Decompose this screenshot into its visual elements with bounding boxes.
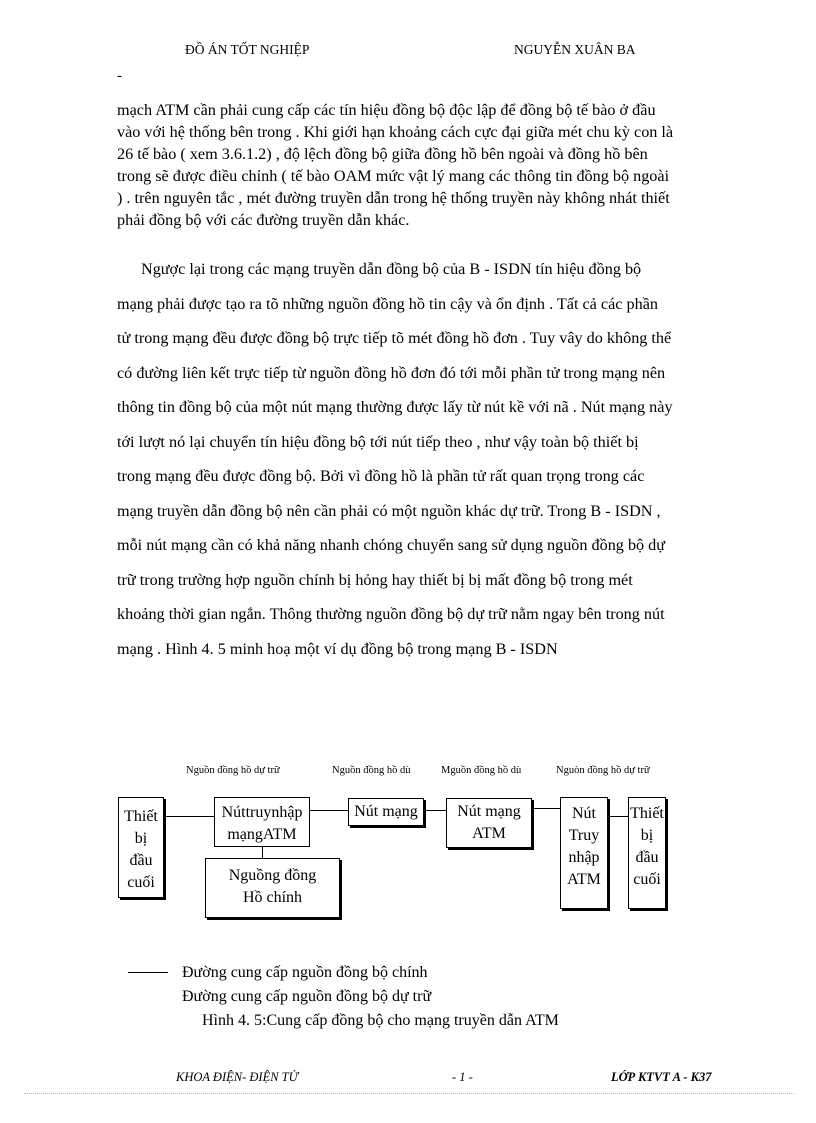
footer-right: LỚP KTVT A - K37 [611, 1070, 712, 1084]
node-text: nhập [568, 849, 600, 866]
page-number: - 1 - [452, 1070, 473, 1084]
paragraph-line: tới lượt nó lại chuyển tín hiệu đồng bộ tới nút tiếp theo , như vậy toàn bộ thiết bị [117, 432, 639, 451]
link-line [310, 810, 348, 811]
node-text: Nút mạng [354, 803, 418, 820]
source-label: Nguồn đồng hồ dù [332, 765, 411, 776]
paragraph-line: mạng phải được tạo ra tõ những nguồn đồng hồ tin cậy và ổn định . Tất cả các phần [117, 294, 658, 313]
dash-mark: - [117, 68, 122, 84]
legend-backup: Đường cung cấp nguồn đồng bộ dự trữ [182, 988, 432, 1005]
node-text: Truy [568, 827, 600, 844]
paragraph-line: mạch ATM cần phải cung cấp các tín hiệu đồng bộ độc lập để đồng bộ tế bào ở đầu [117, 101, 656, 119]
link-line [532, 808, 560, 809]
paragraph-line: trong mạng đều được đồng bộ. Bởi vì đồng hồ là phần tử rất quan trọng trong các [117, 467, 645, 485]
paragraph-line: khoảng thời gian ngắn. Thông thường nguồn đồng bộ dự trữ nằm ngay bên trong nút [117, 605, 665, 623]
node-atm [446, 798, 532, 848]
paragraph-line: Ngược lại trong các mạng truyền dẫn đồng bộ của B - ISDN tín hiệu đồng bộ [141, 260, 642, 278]
node-access-right [560, 797, 608, 909]
node-text: cuối [633, 871, 661, 888]
node-text: Nút mạng [457, 803, 521, 820]
node-text: mạngATM [227, 826, 297, 843]
node-terminal-right [628, 797, 666, 909]
node-main-clock [205, 858, 340, 918]
paragraph-line: mỗi nút mạng cần có khả năng nhanh chóng chuyển sang sử dụng nguồn đồng bộ dự [117, 536, 666, 554]
paragraph-line: thông tin đồng bộ của một nút mạng thường được lấy từ nút kề với nã . Nút mạng này [117, 398, 673, 416]
paragraph-line: mạng truyền dẫn đồng bộ nên cần phải có một nguồn khác dự trữ. Trong B - ISDN , [117, 501, 661, 520]
node-text: đầu [635, 849, 659, 866]
paragraph-line: 26 tế bào ( xem 3.6.1.2) , độ lệch đồng bộ giữa đồng hồ bên ngoài và đồng hồ bên [117, 145, 648, 163]
paragraph-2 [117, 252, 757, 666]
node-text: ATM [567, 871, 601, 888]
paragraph-line: trong sẽ được điều chỉnh ( tế bào OAM mức vật lý mang các thông tin đồng bộ ngoài [117, 167, 670, 185]
source-label: Nguồn đồng hồ dự trữ [186, 765, 280, 776]
node-net [348, 798, 424, 826]
source-label: Mguồn đồng hồ dù [441, 765, 522, 776]
node-text: ATM [472, 825, 506, 842]
paragraph-line: trữ trong trường hợp nguồn chính bị hỏng hay thiết bị bị mất đồng bộ trong mét [117, 570, 633, 589]
link-line [262, 846, 263, 858]
node-text: Thiết bị [124, 808, 158, 847]
node-text: đầu [129, 852, 153, 869]
paragraph-line: phải đồng bộ với các đường truyền dẫn khác. [117, 211, 410, 229]
node-text: Nút [572, 805, 596, 822]
header-right: NGUYỄN XUÂN BA [514, 42, 636, 57]
footer-divider [24, 1093, 794, 1094]
node-access [214, 797, 310, 847]
node-text: Thiết [630, 805, 664, 822]
node-text: bị [640, 827, 654, 844]
paragraph-line: mạng . Hình 4. 5 minh hoạ một ví dụ đồng bộ trong mạng B - ISDN [117, 639, 558, 658]
footer-left: KHOA ĐIỆN- ĐIỆN TỬ [176, 1070, 299, 1084]
node-text: Hồ chính [242, 889, 303, 906]
node-terminal-left [118, 797, 164, 898]
link-line [424, 810, 446, 811]
figure-caption: Hình 4. 5:Cung cấp đồng bộ cho mạng truyền dẫn ATM [202, 1012, 559, 1029]
header-left: ĐỒ ÁN TỐT NGHIỆP [185, 42, 310, 57]
node-text: Núttruynhập [221, 804, 303, 821]
link-line [608, 816, 628, 817]
link-line [164, 816, 214, 817]
paragraph-line: ) . trên nguyên tắc , mét đường truyền dẫn trong hệ thống truyền này không nhát thiết [117, 189, 670, 207]
paragraph-line: có đường liên kết trực tiếp từ nguồn đồng hồ đơn đó tới mỗi phần tử trong mạng nên [117, 363, 666, 382]
legend-main: Đường cung cấp nguồn đồng bộ chính [182, 964, 428, 981]
source-label: Nguòn đồng hồ dự trữ [556, 765, 650, 776]
node-text: Nguồng đồng [228, 867, 317, 884]
node-text: cuối [127, 874, 155, 891]
legend-line-main [128, 972, 168, 973]
paragraph-line: vào với hệ thống bên trong . Khi giới hạn khoảng cách cực đại giữa mét chu kỳ con là [117, 123, 674, 141]
paragraph-line: tử trong mạng đều được đồng bộ trực tiếp tõ mét đồng hồ đơn . Tuy vây do không thể [117, 329, 672, 347]
paragraph-1 [117, 99, 757, 231]
